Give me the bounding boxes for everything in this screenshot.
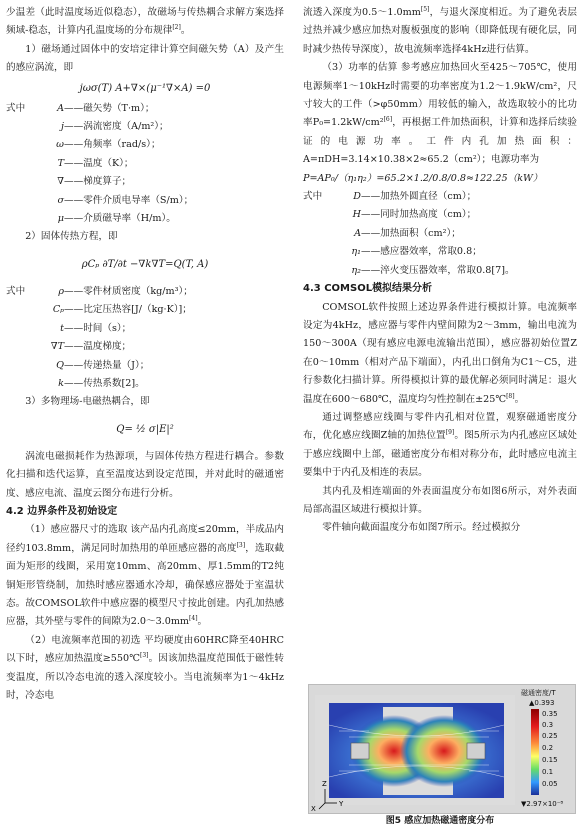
equation-coupling: Q= ½ σ|E|² — [116, 423, 174, 435]
figure-5-flux-density — [308, 684, 576, 814]
axis-x-label: X — [311, 805, 316, 813]
figure-5-caption: 图5 感应加热磁通密度分布 — [385, 816, 495, 826]
step1-text: 1）磁场通过固体中的安培定律计算空间磁矢势（A）及产生的感应涡流，即 — [6, 43, 284, 74]
citation: [9] — [445, 429, 455, 437]
temperature-paragraph: 其内孔及相连端面的外表面温度分布如图6所示，对外表面局部高温区域进行模拟计算。 — [303, 485, 577, 515]
where-item: T——温度（K）； — [57, 157, 134, 169]
right-column — [303, 4, 577, 538]
where-item: ∇——梯度算子； — [57, 176, 132, 188]
where-item: 式中 D——加热外圆直径（cm）； — [303, 191, 477, 203]
where-item: 式中 ρ——零件材质密度（kg/m³）； — [6, 285, 193, 297]
where-item: μ——介质磁导率（H/m）。 — [57, 213, 176, 225]
inductor-paragraph: （1）感应器尺寸的选取 该产品内孔高度≤20mm，半成品内径约103.8mm，满足同时加热用的单匝感应器的高度[3]，选取截面为矩形的线圈，采用宽10mm、高20mm、厚1.5mm的T2纯铜矩形管绕制，加热时感应器通水冷却，确保感应器处于室温状态。故COMSOL软件中感应器的模型尺寸按此创建。内孔加热感应器，其外壁与零件的间隙为2.0～3.0mm[4]。 — [6, 524, 284, 628]
where-item: t——时间（s）； — [60, 322, 132, 334]
depth-paragraph: 流透入深度为0.5～1.0mm[5]，与退火深度相近。为了避免表层过热并减少感应加热对腹板强度的影响（即降低现有硬化层，同时减少热传导深度），故电流频率选择4kHz进行估算。 — [303, 5, 577, 55]
section-heading-4-3: 4.3 COMSOL模拟结果分析 — [303, 283, 433, 295]
coil-section-left — [351, 743, 369, 759]
where-item: 式中 A——磁矢势（T·m）； — [6, 102, 155, 114]
legend-tick: 0.15 — [542, 756, 558, 764]
equation-heat: ρCₚ ∂T/∂t −∇k∇T=Q(T, A) — [81, 258, 209, 270]
flux-density-plot — [309, 685, 575, 813]
axis-y-label: Y — [339, 800, 344, 808]
where-item: k——传热系数[2]。 — [58, 377, 145, 389]
where-item: η₁——感应器效率，常取0.8； — [351, 246, 482, 258]
citation: [3] — [140, 652, 149, 659]
legend-min: ▼2.97×10⁻⁸ — [521, 800, 564, 808]
legend-tick: 0.3 — [542, 721, 554, 729]
power-paragraph: （3）功率的估算 参考感应加热回火至425～705℃，使用电源频率1～10kHz时需要的功率密度为1.2～1.9kW/cm²，尺寸较大的工件（>φ50mm）用较低的输入，故选取较小的比功率P₀=1.2kW/cm²[6]，再根据工件加热面积，计算和选择后续验证的电源功率。工件内孔加热面积：A=πDH=3.14×10.38×2≈65.2（cm²）；电源功率为 — [303, 62, 578, 166]
citation: [8] — [506, 392, 515, 400]
equation-magnetic: jωσ(T) A+∇×(μ⁻¹∇×A) =0 — [79, 82, 211, 94]
equation-power: P=AP₀/（η₁η₂）=65.2×1.2/0.8/0.8≈122.25（kW） — [303, 172, 543, 184]
citation: [3] — [236, 541, 246, 549]
where-item: j——涡流密度（A/m²）； — [61, 121, 169, 133]
where-item: η₂——淬火变压器效率，常取0.8[7]。 — [351, 264, 515, 276]
where-item: ∇T——温度梯度； — [50, 341, 132, 353]
step2-text: 2）固体传热方程，即 — [25, 231, 118, 243]
left-column — [6, 4, 284, 705]
where-item: Cₚ——比定压热容[J/（kg·K）]； — [52, 304, 192, 316]
citation: [2] — [172, 24, 181, 32]
legend-title: 磁通密度/T — [521, 689, 556, 697]
color-legend — [521, 688, 563, 808]
axis-z-label: Z — [322, 780, 327, 788]
legend-max: ▲0.393 — [529, 699, 555, 707]
where-item: A——加热面积（cm²）； — [354, 227, 461, 239]
citation: [6] — [383, 116, 393, 124]
section-heading-4-2: 4.2 边界条件及初始设定 — [6, 505, 118, 517]
where-item: H——同时加热高度（cm）； — [352, 209, 477, 221]
citation: [5] — [420, 5, 430, 13]
legend-tick: 0.05 — [542, 780, 558, 788]
adjust-paragraph: 通过调整感应线圈与零件内孔相对位置，观察磁通密度分布，优化感应线圈Z轴的加热位置[9]。图5所示为内孔感应区域处于感应线圈中上部，磁通密度分布相对称分布，此时感应电流主要集中于内孔及相连的表层。 — [303, 411, 578, 479]
legend-tick: 0.1 — [542, 768, 554, 776]
citation: [4] — [189, 615, 198, 623]
comsol-paragraph: COMSOL软件按照上述边界条件进行模拟计算。电流频率设定为4kHz，感应器与零件内壁间隙为2～3mm，输出电流为150～300A（现有感应电源电流输出范围），感应器初始位置Z在0～10mm（相对产品下端面），内孔出口倒角为C1～C5，进行参数化扫描计算。所得模拟计算的最优解必须同时满足：退火温度在600～680℃，温度均匀性控制在±25℃[8]。 — [303, 301, 577, 405]
coil-section-right — [467, 743, 485, 759]
where-list-1 — [6, 100, 284, 229]
legend-colorbar — [531, 709, 539, 795]
where-list-3 — [303, 188, 577, 280]
axial-paragraph: 零件轴向截面温度分布如图7所示。经过模拟分 — [322, 522, 521, 534]
where-item: σ——零件介质电导率（S/m）； — [57, 194, 194, 206]
where-item: Q——传递热量（J）； — [56, 359, 150, 371]
where-item: ω——角频率（rad/s）； — [56, 139, 161, 151]
legend-tick: 0.35 — [542, 710, 558, 718]
frequency-paragraph: （2）电流频率范围的初选 平均硬度由60HRC降至40HRC以下时，感应加热温度≥550℃[3]。因该加热温度范围低于磁性转变温度，所以冷态电流的透入深度较小。当电流频率为1～4kHz时，冷态电 — [6, 634, 284, 701]
coupling-paragraph: 涡流电磁损耗作为热源项，与固体传热方程进行耦合。参数化扫描和迭代运算，直至温度达到设定范围，并对此时的磁通密度、感应电流、温度云图分布进行分析。 — [6, 450, 284, 499]
intro-paragraph: 少温差（此时温度场近似稳态），故磁场与传热耦合求解方案选择频域-稳态，计算内孔温度场的分布规律[2]。 — [6, 7, 284, 37]
legend-tick: 0.2 — [542, 744, 554, 752]
legend-tick: 0.25 — [542, 732, 558, 740]
step3-text: 3）多物理场-电磁热耦合，即 — [25, 396, 150, 408]
where-list-2 — [6, 283, 284, 393]
